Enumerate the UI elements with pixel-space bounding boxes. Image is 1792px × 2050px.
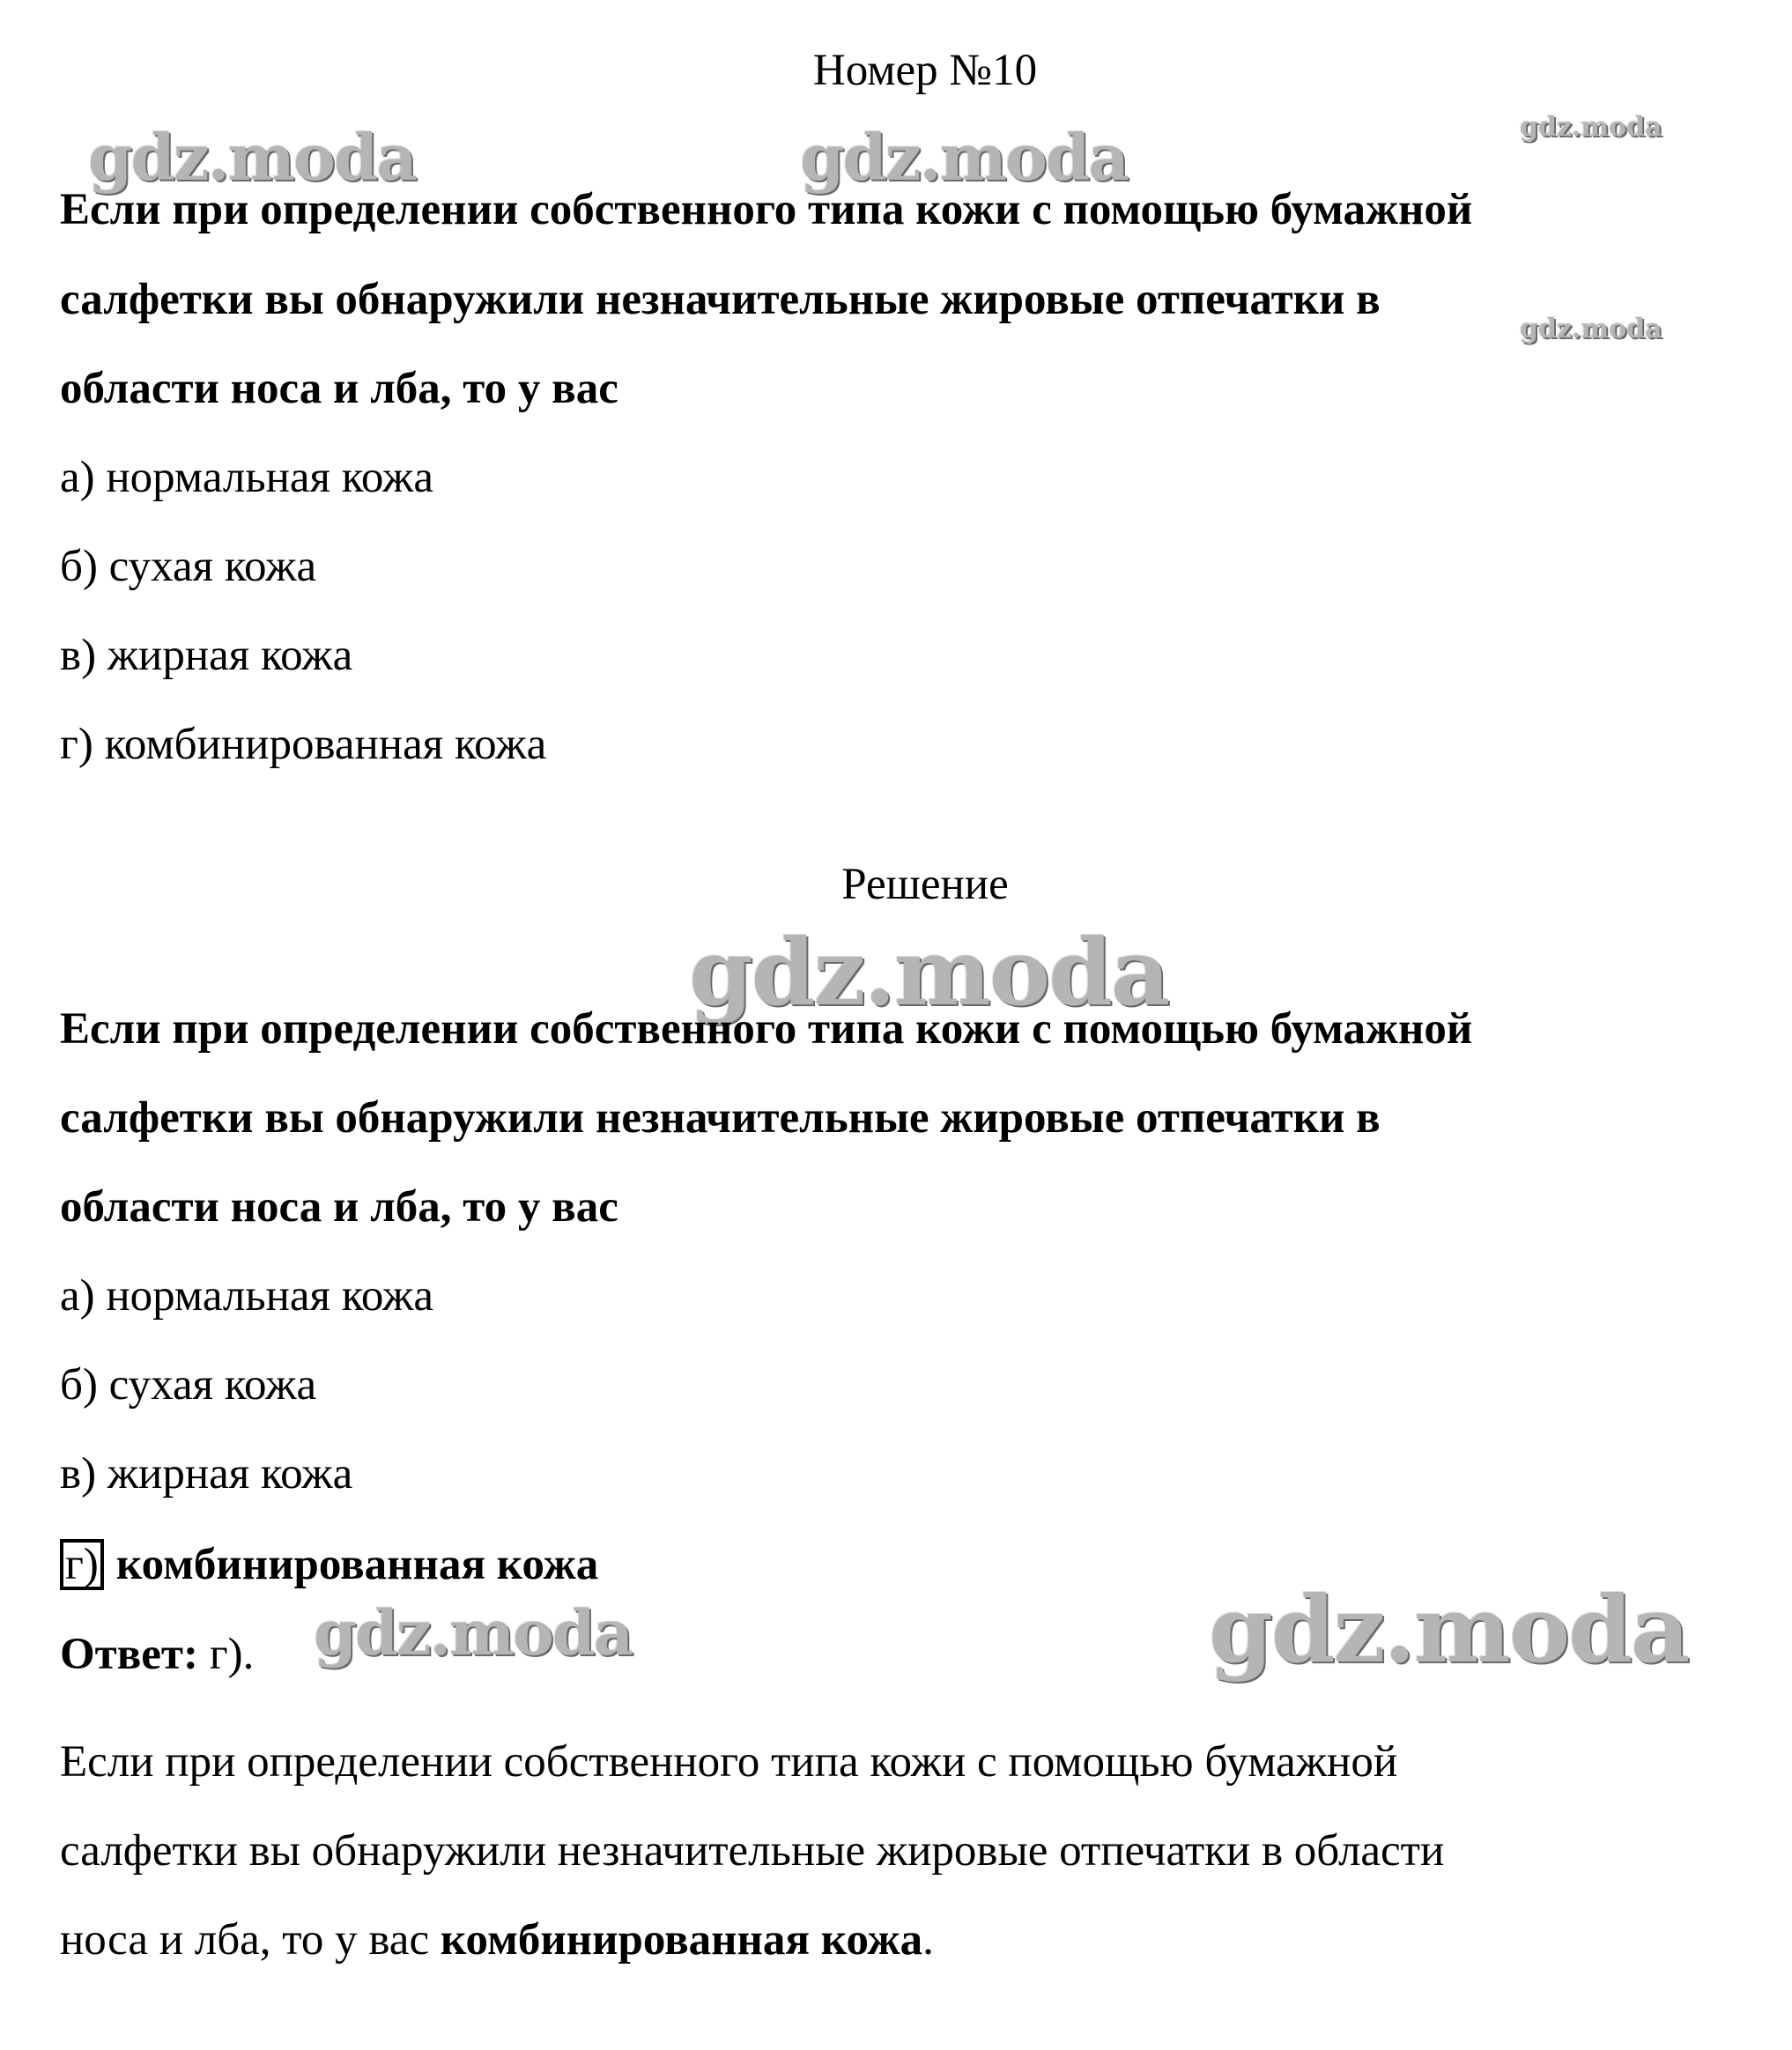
- solution-heading: Решение: [841, 860, 1009, 909]
- explanation-answer: комбинированная кожа: [440, 1915, 923, 1965]
- option-g: г) комбинированная кожа: [60, 720, 547, 769]
- watermark: gdz.moda: [1520, 112, 1662, 143]
- question-line: Если при определении собственного типа кожи с помощью бумажной: [60, 185, 1473, 234]
- option-b: б) сухая кожа: [60, 542, 317, 591]
- solution-option-a: а) нормальная кожа: [60, 1271, 434, 1321]
- watermark: gdz.moda: [314, 1596, 633, 1669]
- watermark: gdz.moda: [1520, 314, 1662, 344]
- question-line: области носа и лба, то у вас: [60, 364, 618, 413]
- question-line: салфетки вы обнаружили незначительные жировые отпечатки в: [60, 275, 1381, 324]
- explanation-line: салфетки вы обнаружили незначительные жировые отпечатки в области: [60, 1826, 1445, 1876]
- solution-question-line: салфетки вы обнаружили незначительные жировые отпечатки в: [60, 1093, 1381, 1143]
- solution-question-line: Если при определении собственного типа кожи с помощью бумажной: [60, 1004, 1473, 1054]
- watermark: gdz.moda: [88, 120, 416, 195]
- selected-option-text: комбинированная кожа: [115, 1540, 599, 1589]
- watermark: gdz.moda: [1209, 1575, 1689, 1684]
- explanation-period: .: [922, 1915, 934, 1965]
- watermark: gdz.moda: [800, 120, 1128, 195]
- option-v: в) жирная кожа: [60, 631, 353, 680]
- answer-label: Ответ:: [60, 1630, 198, 1679]
- watermark: gdz.moda: [689, 918, 1169, 1026]
- page-title: Номер №10: [812, 46, 1038, 95]
- solution-option-v: в) жирная кожа: [60, 1449, 353, 1499]
- explanation-text: носа и лба, то у вас: [60, 1915, 441, 1965]
- explanation-line: Если при определении собственного типа кожи с помощью бумажной: [60, 1737, 1398, 1787]
- solution-question-line: области носа и лба, то у вас: [60, 1182, 618, 1232]
- explanation-line: [60, 1913, 934, 1966]
- option-a: а) нормальная кожа: [60, 453, 434, 502]
- answer-value: г).: [197, 1630, 255, 1679]
- selected-letter-box: г): [60, 1539, 104, 1590]
- answer: [60, 1628, 254, 1681]
- solution-option-b: б) сухая кожа: [60, 1360, 317, 1410]
- selected-option: [60, 1538, 598, 1591]
